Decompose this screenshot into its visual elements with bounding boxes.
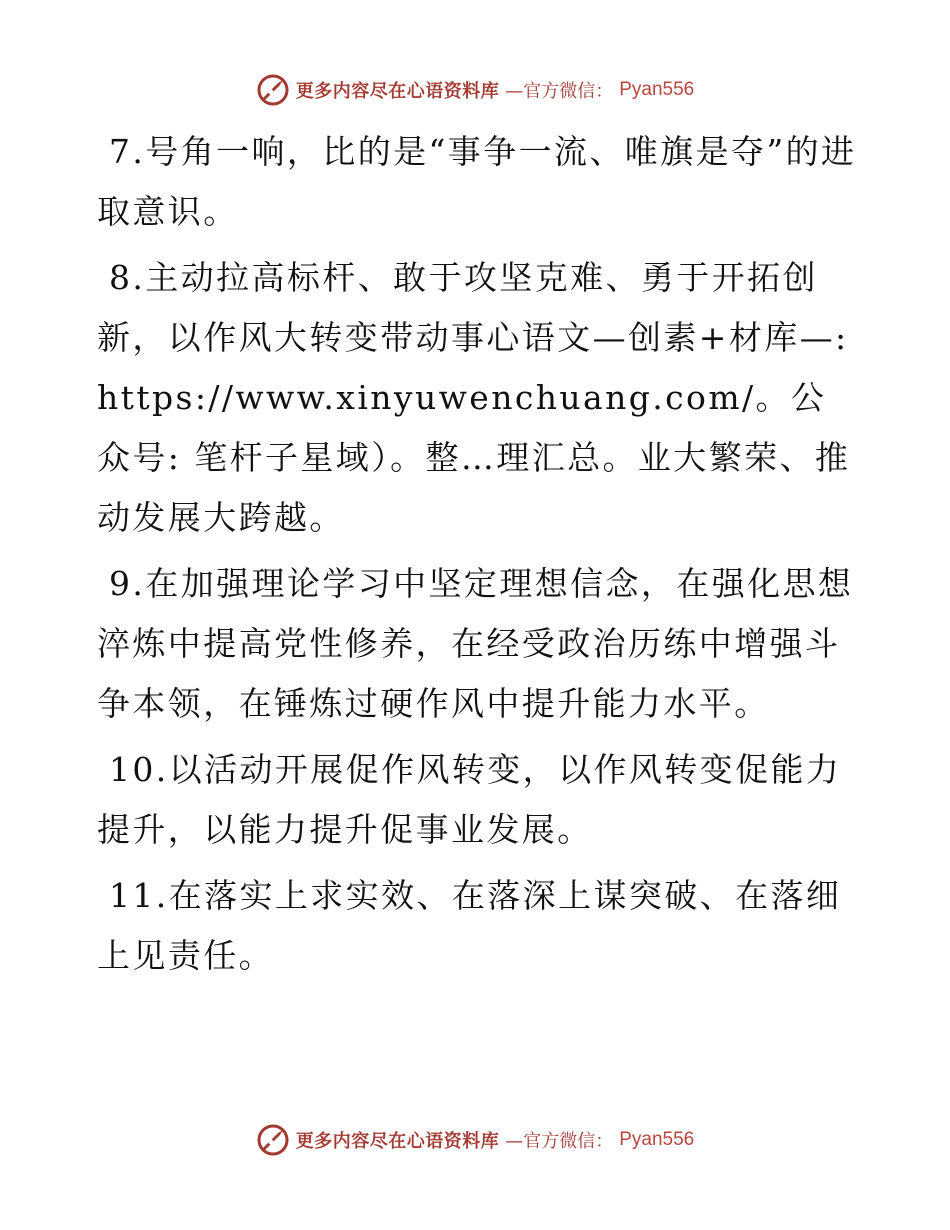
- watermark-text: 更多内容尽在心语资料库: [295, 1131, 500, 1152]
- item-number: 9.: [109, 564, 146, 603]
- watermark-separator: —官方微信：: [505, 81, 614, 102]
- list-item: [97, 554, 857, 734]
- header-watermark: [0, 72, 950, 108]
- item-number: 11.: [109, 876, 169, 915]
- list-item: [97, 866, 857, 986]
- item-number: 10.: [109, 750, 169, 789]
- item-text: 在加强理论学习中坚定理想信念，在强化思想淬炼中提高党性修养，在经受政治历练中增强斗争本领，在锤炼过硬作风中提升能力水平。: [97, 564, 854, 723]
- document-body: [97, 122, 857, 992]
- item-number: 7.: [109, 132, 146, 171]
- list-item: [97, 248, 857, 548]
- list-item: [97, 740, 857, 860]
- item-text: 在落实上求实效、在落深上谋突破、在落细上见责任。: [97, 876, 842, 975]
- watermark-text: 更多内容尽在心语资料库: [295, 81, 500, 102]
- item-text: 主动拉高标杆、敢于攻坚克难、勇于开拓创新，以作风大转变带动事心语文—创素+材库—:https://www.xinyuwenchuang.com/。公众号: 笔杆子星域）。整…理汇总。业大繁荣、推动发展大跨越。: [97, 258, 851, 537]
- item-text: 号角一响，比的是“事争一流、唯旗是夺”的进取意识。: [97, 132, 857, 231]
- footer-watermark: [0, 1122, 950, 1158]
- list-item: [97, 122, 857, 242]
- watermark-handle: Pyan556: [619, 79, 695, 100]
- watermark-handle: Pyan556: [619, 1129, 695, 1150]
- item-text: 以活动开展促作风转变，以作风转变促能力提升，以能力提升促事业发展。: [97, 750, 842, 849]
- pen-nib-circle-icon: [256, 1123, 290, 1157]
- item-number: 8.: [109, 258, 146, 297]
- watermark-separator: —官方微信：: [505, 1131, 614, 1152]
- pen-nib-circle-icon: [256, 73, 290, 107]
